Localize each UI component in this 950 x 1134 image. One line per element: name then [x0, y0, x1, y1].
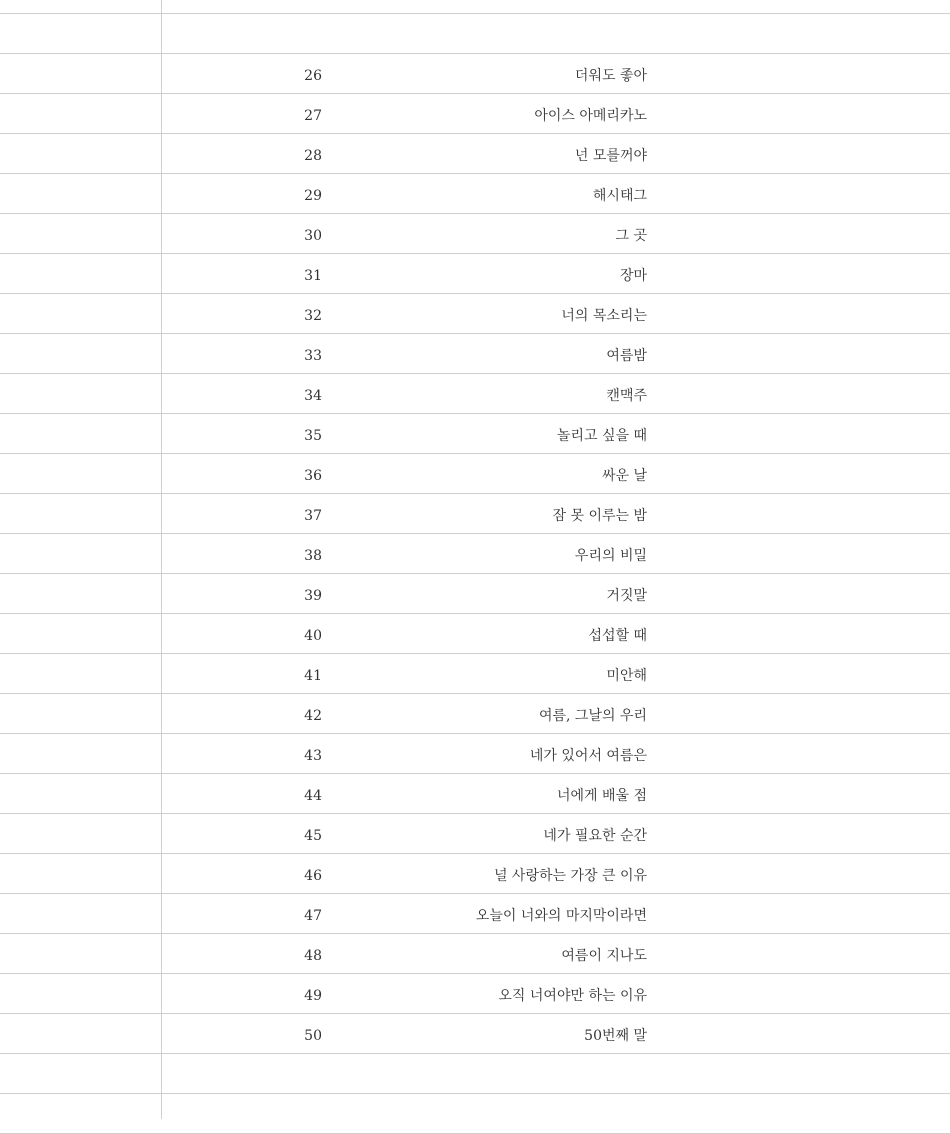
row-title: 넌 모를꺼야	[574, 148, 647, 164]
table-row	[0, 934, 950, 974]
row-number: 41	[304, 668, 322, 684]
table-row	[0, 54, 950, 94]
table-row	[0, 534, 950, 574]
table-row	[0, 414, 950, 454]
table-row	[0, 134, 950, 174]
row-title: 잠 못 이루는 밤	[552, 508, 647, 524]
table-row	[0, 734, 950, 774]
row-title: 캔맥주	[606, 388, 647, 404]
row-number: 31	[304, 268, 322, 284]
empty-row	[0, 0, 950, 14]
table-row	[0, 814, 950, 854]
row-title: 해시태그	[592, 188, 647, 204]
table-row	[0, 974, 950, 1014]
row-number: 40	[304, 628, 322, 644]
empty-row	[0, 1054, 950, 1094]
row-title: 우리의 비밀	[574, 548, 647, 564]
table-row	[0, 654, 950, 694]
row-title: 여름이 지나도	[561, 948, 647, 964]
table-row	[0, 254, 950, 294]
row-title: 놀리고 싶을 때	[556, 428, 647, 444]
row-number: 38	[304, 548, 322, 564]
table-row	[0, 1014, 950, 1054]
table-row	[0, 454, 950, 494]
row-number: 44	[304, 788, 322, 804]
table-row	[0, 614, 950, 654]
row-number: 43	[304, 748, 322, 764]
row-number: 49	[304, 988, 322, 1004]
row-number: 47	[304, 908, 322, 924]
row-number: 37	[304, 508, 322, 524]
row-title: 여름밤	[606, 348, 647, 364]
row-title: 네가 있어서 여름은	[529, 748, 647, 764]
row-title: 그 곳	[615, 228, 647, 244]
table-row	[0, 294, 950, 334]
row-title: 오직 너여야만 하는 이유	[498, 988, 647, 1004]
row-number: 46	[304, 868, 322, 884]
table-row	[0, 774, 950, 814]
row-title: 거짓말	[606, 588, 647, 604]
row-number: 26	[304, 68, 322, 84]
row-title: 여름, 그날의 우리	[538, 708, 647, 724]
row-title: 오늘이 너와의 마지막이라면	[475, 908, 647, 924]
row-title: 너에게 배울 점	[556, 788, 647, 804]
table-row	[0, 694, 950, 734]
row-title: 미안해	[606, 668, 647, 684]
table-row	[0, 334, 950, 374]
table-row	[0, 494, 950, 534]
row-number: 33	[304, 348, 322, 364]
row-number: 45	[304, 828, 322, 844]
table-row	[0, 174, 950, 214]
row-title: 아이스 아메리카노	[534, 108, 647, 124]
row-number: 27	[304, 108, 322, 124]
row-number: 34	[304, 388, 322, 404]
row-title: 널 사랑하는 가장 큰 이유	[493, 868, 647, 884]
row-number: 29	[304, 188, 322, 204]
table-row	[0, 94, 950, 134]
row-number: 50	[304, 1028, 322, 1044]
table-row	[0, 214, 950, 254]
row-number: 42	[304, 708, 322, 724]
row-number: 32	[304, 308, 322, 324]
table-row	[0, 574, 950, 614]
table-row	[0, 374, 950, 414]
row-title: 싸운 날	[601, 468, 647, 484]
row-title: 50번째 말	[584, 1028, 647, 1044]
row-number: 48	[304, 948, 322, 964]
table-row	[0, 894, 950, 934]
empty-row	[0, 1094, 950, 1134]
row-number: 35	[304, 428, 322, 444]
row-title: 장마	[619, 268, 647, 284]
row-number: 39	[304, 588, 322, 604]
row-number: 28	[304, 148, 322, 164]
row-title: 네가 필요한 순간	[543, 828, 647, 844]
row-title: 섭섭할 때	[588, 628, 647, 644]
row-number: 36	[304, 468, 322, 484]
row-title: 너의 목소리는	[561, 308, 647, 324]
empty-row	[0, 14, 950, 54]
row-number: 30	[304, 228, 322, 244]
table-row	[0, 854, 950, 894]
row-title: 더워도 좋아	[574, 68, 647, 84]
